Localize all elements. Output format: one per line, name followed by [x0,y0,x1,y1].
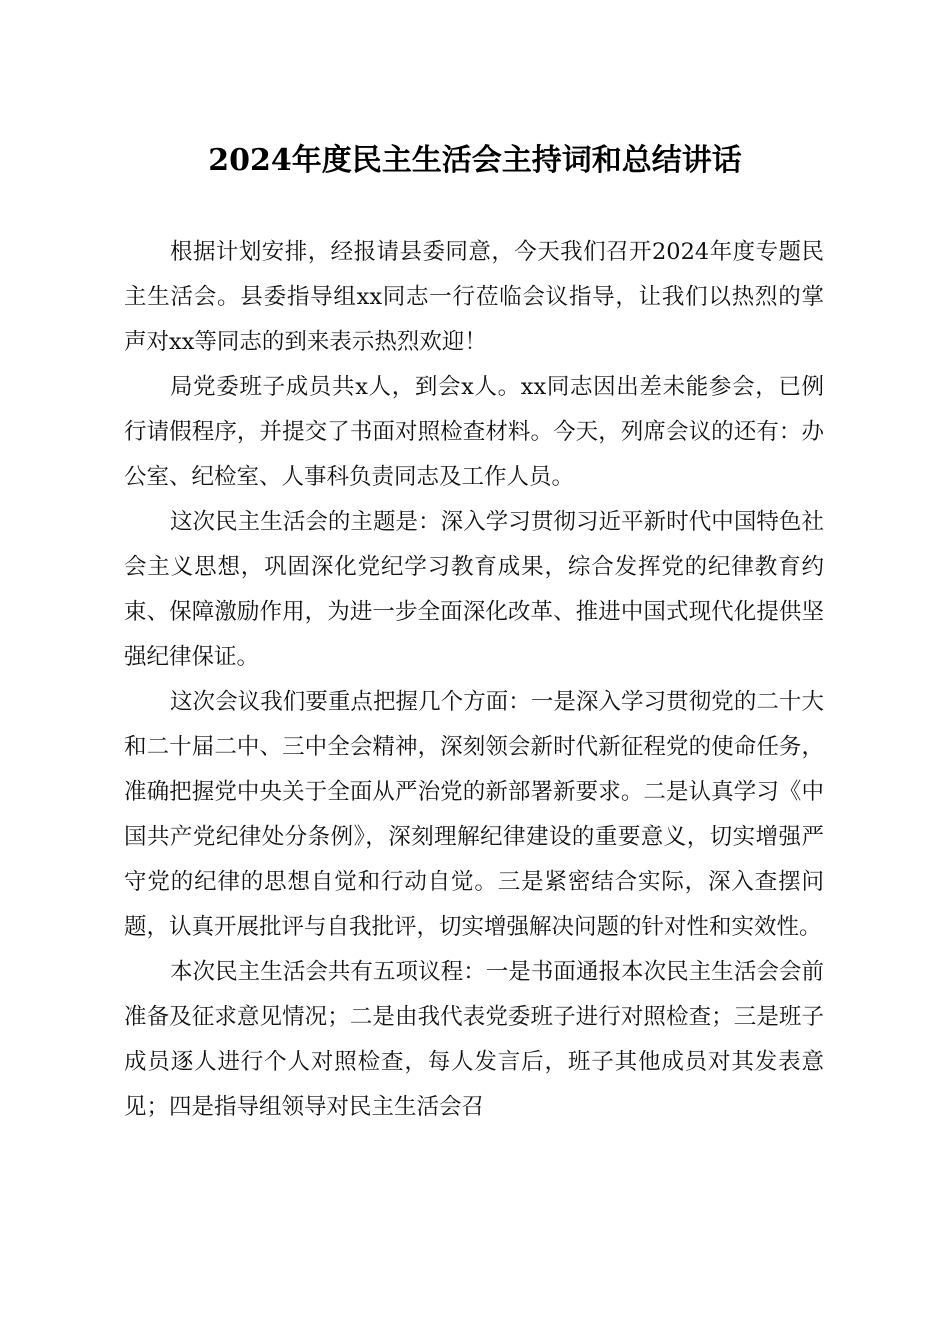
paragraph-1: 根据计划安排，经报请县委同意，今天我们召开2024年度专题民主生活会。县委指导组xx同志一行莅临会议指导，让我们以热烈的掌声对xx等同志的到来表示热烈欢迎！ [124,239,824,355]
document-body [124,230,824,1130]
document-title: 2024年度民主生活会主持词和总结讲话 [208,143,742,178]
paragraph-2: 局党委班子成员共x人，到会x人。xx同志因出差未能参会，已例行请假程序，并提交了书面对照检查材料。今天，列席会议的还有：办公室、纪检室、人事科负责同志及工作人员。 [124,374,824,490]
paragraph-5: 本次民主生活会共有五项议程：一是书面通报本次民主生活会会前准备及征求意见情况；二是由我代表党委班子进行对照检查；三是班子成员逐人进行个人对照检查，每人发言后，班子其他成员对其发表意见；四是指导组领导对民主生活会召 [124,959,824,1120]
paragraph-4: 这次会议我们要重点把握几个方面：一是深入学习贯彻党的二十大和二十届二中、三中全会精神，深刻领会新时代新征程党的使命任务，准确把握党中央关于全面从严治党的新部署新要求。二是认真学习《中国共产党纪律处分条例》，深刻理解纪律建设的重要意义，切实增强严守党的纪律的思想自觉和行动自觉。三是紧密结合实际，深入查摆问题，认真开展批评与自我批评，切实增强解决问题的针对性和实效性。 [124,689,824,940]
paragraph-3: 这次民主生活会的主题是：深入学习贯彻习近平新时代中国特色社会主义思想，巩固深化党纪学习教育成果，综合发挥党的纪律教育约束、保障激励作用，为进一步全面深化改革、推进中国式现代化提供坚强纪律保证。 [124,509,824,670]
